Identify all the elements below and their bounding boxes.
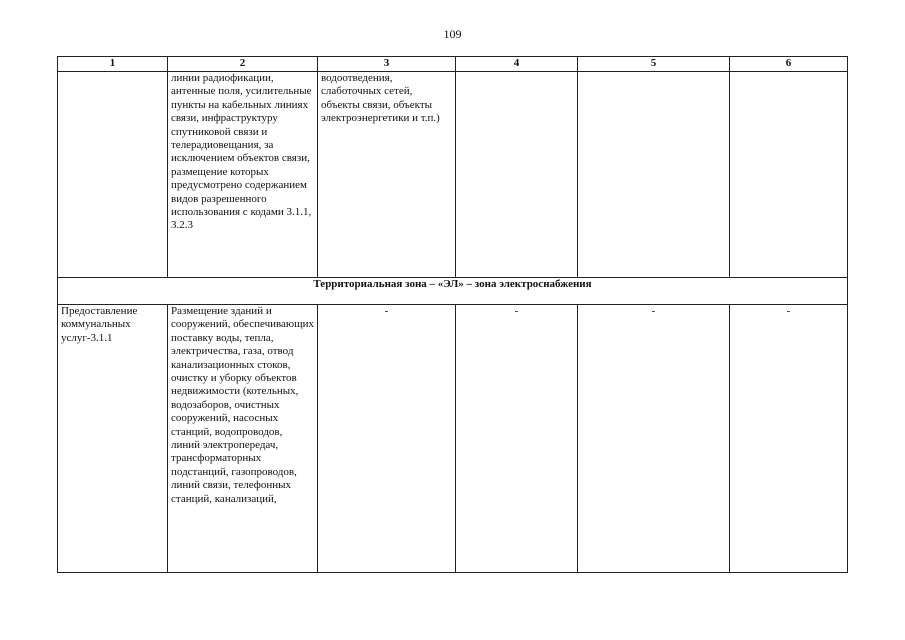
cell-use-description: линии радиофикации, антенные поля, усилительные пункты на кабельных линиях связи, инфраструктуру спутниковой связи и телерадиовещания, за исключением объектов связи, размещение которых предусмотрено содержанием видов разрешенного использования с кодами 3.1.1, 3.2.3 <box>168 72 318 278</box>
column-header-1: 1 <box>58 57 168 72</box>
cell-column-5: - <box>578 305 730 573</box>
column-header-5: 5 <box>578 57 730 72</box>
cell-column-3: водоотведения, слаботочных сетей, объекты связи, объекты электроэнергетики и т.п.) <box>318 72 456 278</box>
cell-column-4: - <box>456 305 578 573</box>
page-number: 109 <box>443 27 462 41</box>
land-use-table <box>57 56 848 573</box>
cell-column-3: - <box>318 305 456 573</box>
table-row-zone-el <box>58 305 848 573</box>
cell-column-5 <box>578 72 730 278</box>
table-row-continuation <box>58 72 848 278</box>
column-header-3: 3 <box>318 57 456 72</box>
zone-title: Территориальная зона – «ЭЛ» – зона электроснабжения <box>58 278 848 305</box>
column-header-6: 6 <box>730 57 848 72</box>
column-header-2: 2 <box>168 57 318 72</box>
cell-use-description: Размещение зданий и сооружений, обеспечивающих поставку воды, тепла, электричества, газа, отвод канализационных стоков, очистку и уборку объектов недвижимости (котельных, водозаборов, очистных сооружений, насосных станций, водопроводов, линий электропередач, трансформаторных подстанций, газопроводов, линий связи, телефонных станций, канализаций, <box>168 305 318 573</box>
cell-column-6: - <box>730 305 848 573</box>
zone-title-row <box>58 278 848 305</box>
cell-column-6 <box>730 72 848 278</box>
cell-use-type <box>58 72 168 278</box>
column-header-4: 4 <box>456 57 578 72</box>
header-row <box>58 57 848 72</box>
cell-column-4 <box>456 72 578 278</box>
cell-use-type: Предоставление коммунальных услуг-3.1.1 <box>58 305 168 573</box>
